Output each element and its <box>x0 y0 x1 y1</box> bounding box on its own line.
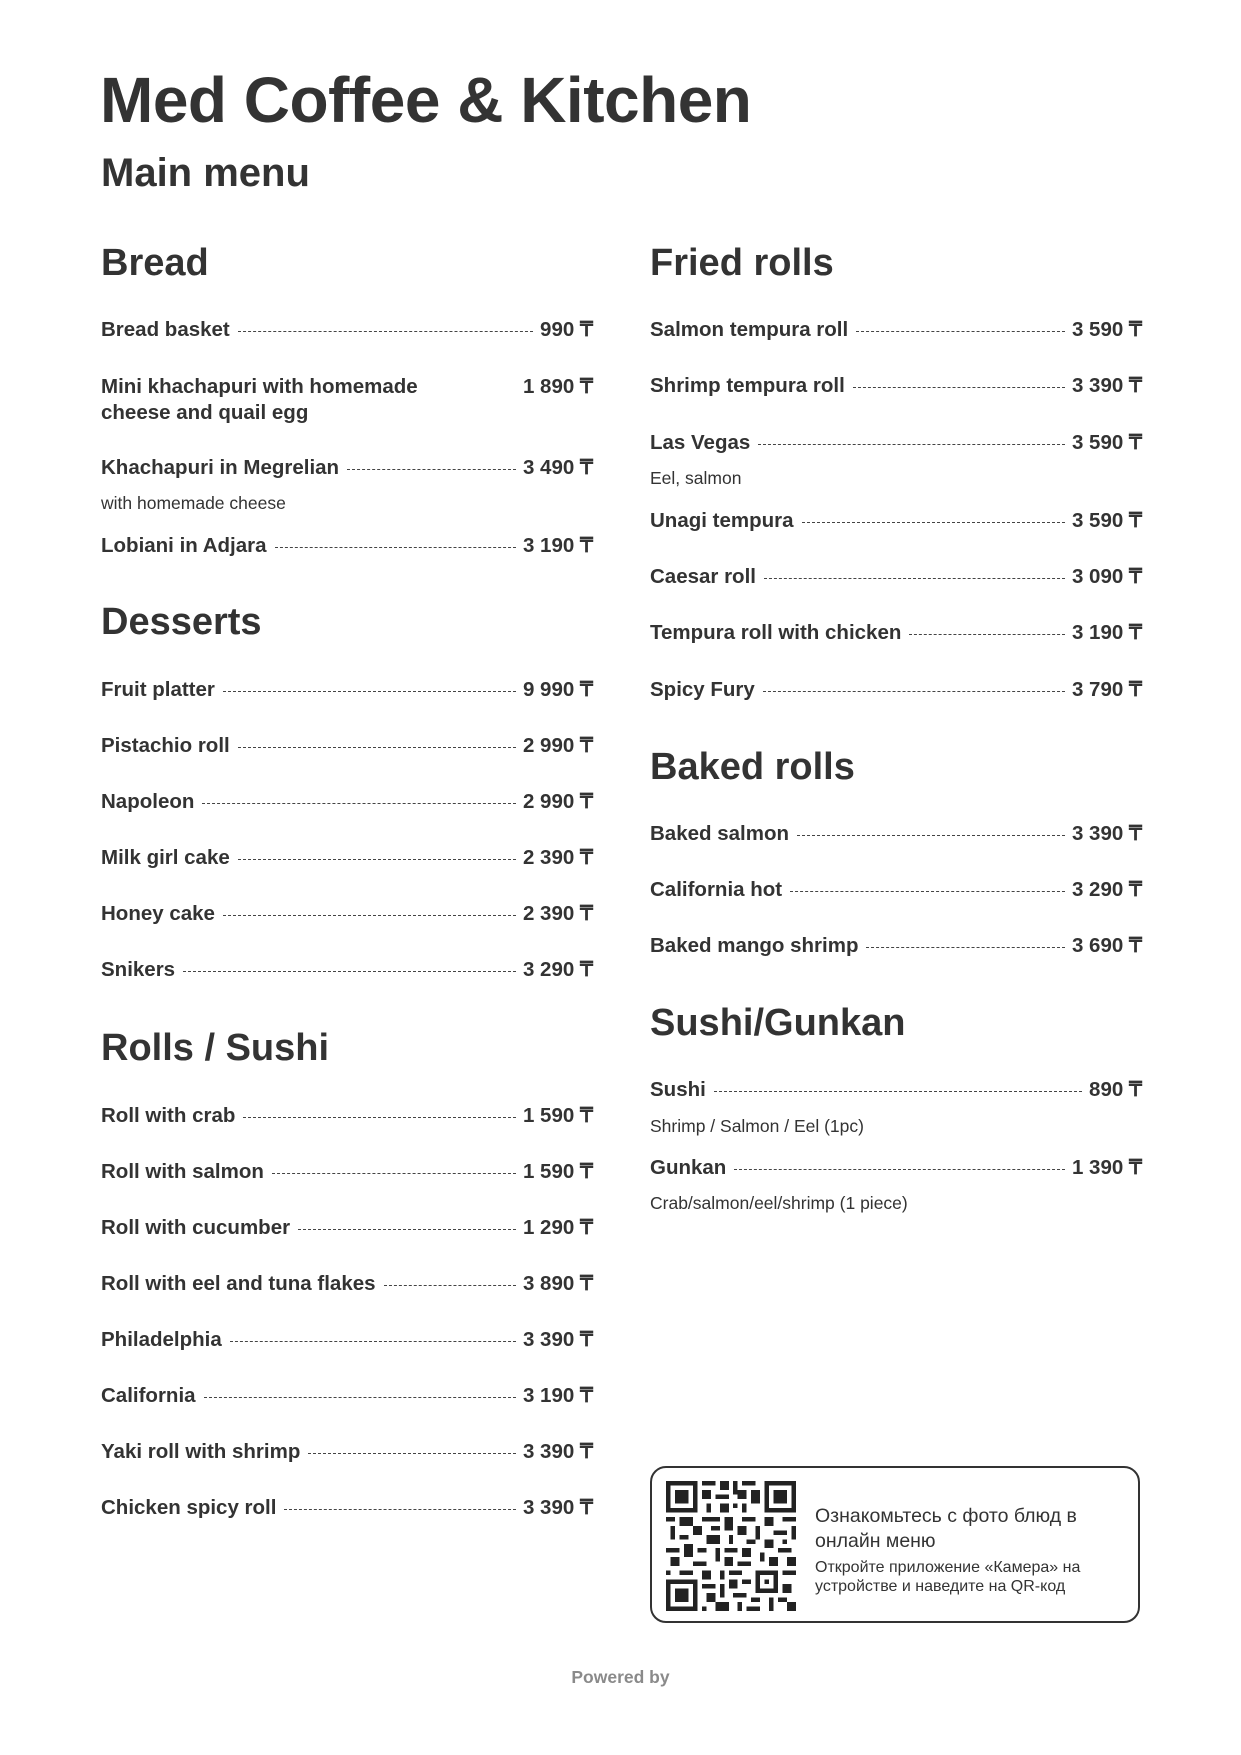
dotted-leader <box>284 1509 516 1510</box>
item-name: Unagi tempura <box>650 509 794 532</box>
powered-by-footer[interactable]: Powered by <box>571 1667 670 1687</box>
menu-item[interactable] <box>650 933 1142 959</box>
item-price: 3 790 ₸ <box>1071 678 1142 701</box>
dotted-leader <box>909 634 1065 635</box>
menu-item[interactable] <box>101 733 593 759</box>
menu-item[interactable] <box>650 508 1142 534</box>
menu-item[interactable] <box>101 533 593 559</box>
item-price: 3 390 ₸ <box>522 1496 593 1519</box>
menu-item[interactable] <box>101 845 593 871</box>
dotted-leader <box>243 1117 516 1118</box>
item-name: Mini khachapuri with homemade cheese and quail egg <box>101 375 418 424</box>
item-name: Sushi <box>650 1078 706 1101</box>
menu-item[interactable] <box>101 374 593 426</box>
dotted-leader <box>734 1169 1065 1170</box>
item-name: Caesar roll <box>650 565 756 588</box>
menu-item[interactable] <box>101 677 593 703</box>
item-price: 1 590 ₸ <box>522 1104 593 1127</box>
section-heading-desserts: Desserts <box>101 601 262 643</box>
item-price: 3 590 ₸ <box>1071 431 1142 454</box>
dotted-leader <box>272 1173 516 1174</box>
menu-item[interactable] <box>101 789 593 815</box>
item-name: Khachapuri in Megrelian <box>101 456 340 479</box>
menu-item[interactable] <box>101 1215 593 1241</box>
dotted-leader <box>347 469 516 470</box>
qr-card-hint: Откройте приложение «Камера» на устройстве и наведите на QR-код <box>815 1559 1081 1595</box>
menu-title: Main menu <box>101 151 310 195</box>
item-description: with homemade cheese <box>101 493 286 513</box>
dotted-leader <box>230 1341 516 1342</box>
dotted-leader <box>764 578 1065 579</box>
item-name: Lobiani in Adjara <box>101 534 267 557</box>
qr-card-title: Ознакомьтесь с фото блюд в онлайн меню <box>815 1505 1077 1552</box>
dotted-leader <box>238 331 533 332</box>
menu-item[interactable] <box>650 317 1142 343</box>
item-description: Eel, salmon <box>650 468 742 488</box>
item-description: Crab/salmon/eel/shrimp (1 piece) <box>650 1193 908 1213</box>
menu-item[interactable] <box>650 677 1142 703</box>
section-heading-rolls-sushi: Rolls / Sushi <box>101 1027 330 1069</box>
dotted-leader <box>856 331 1065 332</box>
item-name: Baked mango shrimp <box>650 934 859 957</box>
dotted-leader <box>384 1285 516 1286</box>
item-price: 2 990 ₸ <box>522 790 593 813</box>
menu-item[interactable] <box>101 1103 593 1129</box>
item-name: Fruit platter <box>101 678 215 701</box>
dotted-leader <box>758 444 1065 445</box>
menu-item[interactable] <box>101 317 593 343</box>
dotted-leader <box>223 915 516 916</box>
item-price: 3 390 ₸ <box>522 1328 593 1351</box>
menu-item[interactable] <box>650 430 1142 456</box>
section-heading-baked-rolls: Baked rolls <box>650 746 855 788</box>
item-price: 3 190 ₸ <box>522 534 593 557</box>
dotted-leader <box>308 1453 516 1454</box>
item-price: 2 390 ₸ <box>522 846 593 869</box>
item-price: 3 390 ₸ <box>1071 374 1142 397</box>
menu-item[interactable] <box>101 957 593 983</box>
restaurant-title: Med Coffee & Kitchen <box>100 64 752 136</box>
item-name: Roll with crab <box>101 1104 236 1127</box>
item-name: Gunkan <box>650 1156 727 1179</box>
dotted-leader <box>275 547 516 548</box>
qr-code-icon[interactable] <box>666 1481 796 1611</box>
item-price: 1 390 ₸ <box>1071 1156 1142 1179</box>
item-price: 3 890 ₸ <box>522 1272 593 1295</box>
item-price: 3 590 ₸ <box>1071 318 1142 341</box>
qr-menu-card[interactable] <box>650 1466 1140 1623</box>
item-price: 3 190 ₸ <box>1071 621 1142 644</box>
menu-item[interactable] <box>650 373 1142 399</box>
item-name: Snikers <box>101 958 176 981</box>
dotted-leader <box>238 747 516 748</box>
item-price: 3 090 ₸ <box>1071 565 1142 588</box>
item-name: Chicken spicy roll <box>101 1496 277 1519</box>
item-name: Yaki roll with shrimp <box>101 1440 301 1463</box>
item-price: 2 990 ₸ <box>522 734 593 757</box>
item-price: 3 290 ₸ <box>522 958 593 981</box>
menu-item[interactable] <box>101 1271 593 1297</box>
item-price: 2 390 ₸ <box>522 902 593 925</box>
dotted-leader <box>238 859 516 860</box>
item-name: Shrimp tempura roll <box>650 374 845 397</box>
menu-item[interactable] <box>650 564 1142 590</box>
item-description: Shrimp / Salmon / Eel (1pc) <box>650 1116 864 1136</box>
dotted-leader <box>204 1397 516 1398</box>
item-price: 1 290 ₸ <box>522 1216 593 1239</box>
menu-item[interactable] <box>101 1327 593 1353</box>
section-heading-fried-rolls: Fried rolls <box>650 242 834 284</box>
section-heading-bread: Bread <box>101 242 209 284</box>
item-price: 3 590 ₸ <box>1071 509 1142 532</box>
dotted-leader <box>797 835 1065 836</box>
menu-item[interactable] <box>101 1439 593 1465</box>
item-name: Salmon tempura roll <box>650 318 849 341</box>
dotted-leader <box>183 971 516 972</box>
item-price: 3 190 ₸ <box>522 1384 593 1407</box>
section-heading-sushi-gunkan: Sushi/Gunkan <box>650 1002 906 1044</box>
item-name: Napoleon <box>101 790 195 813</box>
dotted-leader <box>298 1229 516 1230</box>
item-name: Bread basket <box>101 318 230 341</box>
item-name: Baked salmon <box>650 822 789 845</box>
item-name: Spicy Fury <box>650 678 755 701</box>
item-name: Milk girl cake <box>101 846 230 869</box>
menu-item[interactable] <box>101 1383 593 1409</box>
menu-item[interactable] <box>650 877 1142 903</box>
item-price: 3 690 ₸ <box>1071 934 1142 957</box>
menu-item[interactable] <box>101 901 593 927</box>
item-price: 9 990 ₸ <box>522 678 593 701</box>
item-price: 3 490 ₸ <box>522 456 593 479</box>
item-price: 3 390 ₸ <box>522 1440 593 1463</box>
dotted-leader <box>790 891 1065 892</box>
item-name: Philadelphia <box>101 1328 222 1351</box>
dotted-leader <box>223 691 516 692</box>
item-name: California <box>101 1384 196 1407</box>
menu-item[interactable] <box>101 1159 593 1185</box>
item-price: 1 890 ₸ <box>522 375 593 398</box>
dotted-leader <box>853 387 1065 388</box>
item-price: 890 ₸ <box>1089 1078 1142 1101</box>
dotted-leader <box>866 947 1064 948</box>
menu-item[interactable] <box>101 1495 593 1521</box>
item-price: 3 290 ₸ <box>1071 878 1142 901</box>
menu-item[interactable] <box>650 1155 1142 1181</box>
item-price: 990 ₸ <box>540 318 593 341</box>
item-price: 3 390 ₸ <box>1071 822 1142 845</box>
dotted-leader <box>714 1091 1082 1092</box>
dotted-leader <box>802 522 1065 523</box>
item-name: Las Vegas <box>650 431 751 454</box>
item-price: 1 590 ₸ <box>522 1160 593 1183</box>
item-name: California hot <box>650 878 783 901</box>
dotted-leader <box>202 803 516 804</box>
menu-item[interactable] <box>650 821 1142 847</box>
item-name: Tempura roll with chicken <box>650 621 902 644</box>
item-name: Roll with cucumber <box>101 1216 291 1239</box>
item-name: Roll with eel and tuna flakes <box>101 1272 376 1295</box>
item-name: Pistachio roll <box>101 734 230 757</box>
menu-item[interactable] <box>650 1077 1142 1103</box>
item-name: Roll with salmon <box>101 1160 264 1183</box>
menu-item[interactable] <box>650 620 1142 646</box>
menu-item[interactable] <box>101 455 593 481</box>
dotted-leader <box>763 691 1065 692</box>
item-name: Honey cake <box>101 902 215 925</box>
